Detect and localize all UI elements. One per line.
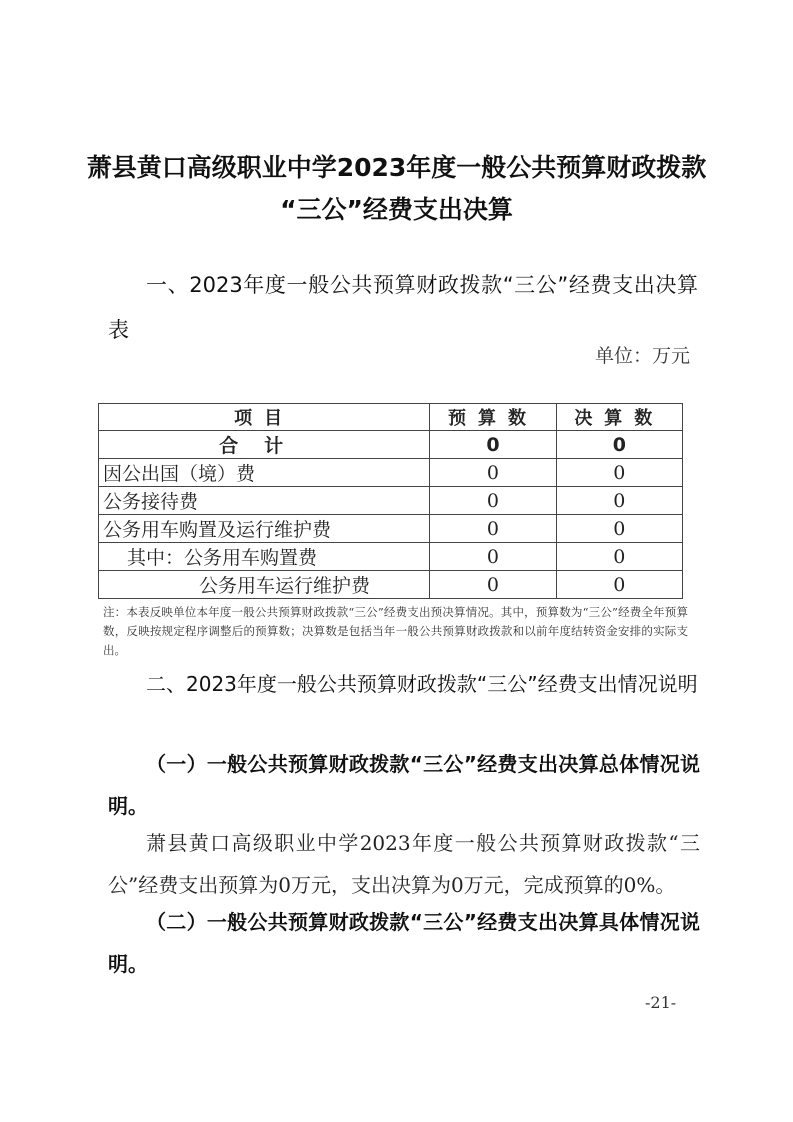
- table-row: [99, 515, 683, 543]
- table-note: 注：本表反映单位本年度一般公共预算财政拨款“三公”经费支出预决算情况。其中，预算数为“三公”经费全年预算数，反映按规定程序调整后的预算数；决算数是包括当年一般公共预算财政拨款和以前年度结转资金安排的实际支出。: [103, 605, 688, 657]
- header-actual: 决算数: [556, 404, 682, 431]
- table-row: [99, 571, 683, 599]
- subsection1-heading: （一）一般公共预算财政拨款“三公”经费支出决算总体情况说明。: [108, 752, 700, 818]
- row-label: 因公出国（境）费: [99, 459, 430, 487]
- section1-heading: 一、2023年度一般公共预算财政拨款“三公”经费支出决算表: [108, 273, 698, 342]
- page-number: -21-: [645, 993, 677, 1012]
- document-title-line2: “三公”经费支出决算: [280, 195, 513, 224]
- row-actual: 0: [556, 459, 682, 487]
- row-actual: 0: [556, 571, 682, 599]
- row-budget: 0: [430, 431, 556, 459]
- row-label: 公务用车运行维护费: [99, 571, 430, 599]
- table-row: [99, 543, 683, 571]
- three-public-expense-table: [98, 403, 683, 599]
- row-actual: 0: [556, 431, 682, 459]
- table-row: [99, 459, 683, 487]
- row-label: 其中：公务用车购置费: [99, 543, 430, 571]
- row-label: 公务接待费: [99, 487, 430, 515]
- row-actual: 0: [556, 487, 682, 515]
- row-budget: 0: [430, 487, 556, 515]
- row-budget: 0: [430, 543, 556, 571]
- subsection1-body: 萧县黄口高级职业中学2023年度一般公共预算财政拨款“三公”经费支出预算为0万元，支出决算为0万元，完成预算的0%。: [108, 831, 700, 897]
- row-label: 公务用车购置及运行维护费: [99, 515, 430, 543]
- row-budget: 0: [430, 459, 556, 487]
- subsection2-heading: （二）一般公共预算财政拨款“三公”经费支出决算具体情况说明。: [108, 910, 700, 976]
- unit-label: 单位：万元: [594, 345, 690, 367]
- row-budget: 0: [430, 571, 556, 599]
- row-actual: 0: [556, 515, 682, 543]
- row-budget: 0: [430, 515, 556, 543]
- header-budget: 预算数: [430, 404, 556, 431]
- document-title-line1: 萧县黄口高级职业中学2023年度一般公共预算财政拨款: [86, 153, 707, 182]
- header-item: 项目: [99, 404, 430, 431]
- row-actual: 0: [556, 543, 682, 571]
- section2-heading: 二、2023年度一般公共预算财政拨款“三公”经费支出情况说明: [146, 672, 698, 696]
- table-row-total: [99, 431, 683, 459]
- row-label: 合计: [99, 431, 430, 459]
- table-row: [99, 487, 683, 515]
- table-header-row: [99, 404, 683, 431]
